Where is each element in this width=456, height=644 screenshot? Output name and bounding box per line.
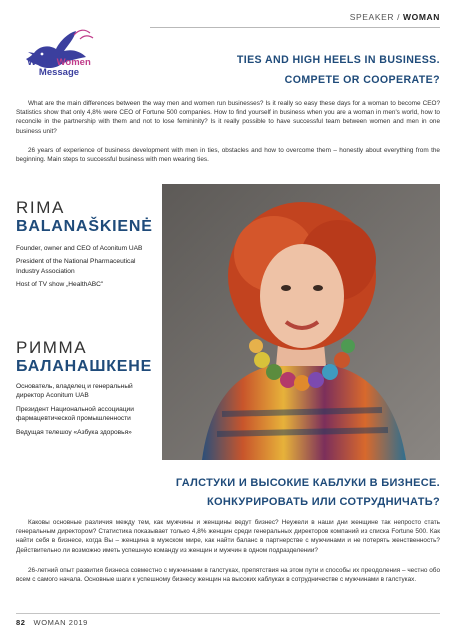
- dove-logo-icon: [16, 14, 102, 92]
- intro-en-paragraph-1: What are the main differences between the way men and women run businesses? Is it really so easy these days for a woman to become CEO? Statistics show that only 4,8% were CEO of Fortune 500 companies. How to find yourself in business when you are a woman in men's world, how to reconcile in the partnership with them and not to lose femininity? Is it really possible to have successful team between women and men in one business unit?: [16, 100, 440, 135]
- title-ru-line2: КОНКУРИРОВАТЬ ИЛИ СОТРУДНИЧАТЬ?: [207, 496, 440, 508]
- speaker-photo: [162, 184, 440, 460]
- logo-word-women: Women: [56, 57, 91, 68]
- intro-en-paragraph-2: 26 years of experience of business development with men in ties, obstacles and how to overcome them – honestly about everything from the beginning. Main steps to successful business with men wearing ties.: [16, 147, 440, 164]
- intro-ru-paragraph-1: Каковы основные различия между тем, как мужчины и женщины ведут бизнес? Неужели в наши дни женщине так непросто стать генеральным директором? Статистика показывает только 4,8% женщин среди генеральных директоров компаний из списка Fortune 500. Как найти себя в бизнесе, когда Вы – женщина в мужском мире, как найти баланс в партнерстве с мужчинами и не потерять женственность? Действительно ли возможно иметь успешную команду из женщин и мужчин в одном подразделении?: [16, 519, 440, 554]
- role-en-2: President of the National Pharmaceutical Industry Association: [16, 258, 136, 275]
- speaker-last-name-ru: БАЛАНАШКЕНЕ: [16, 358, 153, 375]
- role-en-1: Founder, owner and CEO of Aconitum UAB: [16, 245, 143, 252]
- header-rule: [150, 27, 440, 28]
- section-name: SPEAKER: [349, 12, 395, 22]
- title-en-line2: COMPETE OR COOPERATE?: [284, 74, 440, 86]
- speaker-first-name-ru: РИММА: [16, 338, 88, 357]
- section-separator: /: [394, 12, 403, 22]
- speaker-first-name-en: RIMA: [16, 198, 65, 217]
- intro-ru-paragraph-2: 26-летний опыт развития бизнеса совместно с мужчинами в галстуках, препятствия на этом пути и способы их преодоления – честно обо всем с самого начала. Основные шаги к успешному бизнесу женщин на высоких каблуках в сотрудничестве с мужчинами в галстуках.: [16, 567, 440, 584]
- speaker-portrait-image: [162, 184, 440, 460]
- role-ru-2: Президент Национальной ассоциации фармацевтической промышленности: [16, 405, 134, 423]
- logo-word-message: Message: [38, 67, 80, 78]
- role-en-3: Host of TV show „HealthABC": [16, 281, 104, 289]
- page-footer: [16, 618, 88, 627]
- subsection-name: WOMAN: [403, 12, 440, 22]
- section-label: [350, 12, 440, 22]
- article-title-ru: [140, 474, 440, 512]
- logo-word-world: World: [27, 57, 57, 68]
- article-title-en: [180, 50, 440, 90]
- speaker-roles-ru: [16, 382, 156, 441]
- title-en-line1: TIES AND HIGH HEELS IN BUSINESS.: [236, 54, 440, 66]
- speaker-roles-en: [16, 244, 156, 294]
- footer-rule: [16, 613, 440, 614]
- role-ru-3: Ведущая телешоу «Азбука здоровья»: [16, 428, 132, 436]
- role-ru-1: Основатель, владелец и генеральный директор Aconitum UAB: [16, 383, 133, 400]
- title-ru-line1: ГАЛСТУКИ И ВЫСОКИЕ КАБЛУКИ В БИЗНЕСЕ.: [175, 477, 440, 489]
- page-number: 82: [16, 618, 26, 627]
- logo-text: [14, 58, 104, 78]
- magazine-name: WOMAN 2019: [33, 618, 88, 627]
- speaker-last-name-en: BALANAŠKIENĖ: [16, 218, 153, 235]
